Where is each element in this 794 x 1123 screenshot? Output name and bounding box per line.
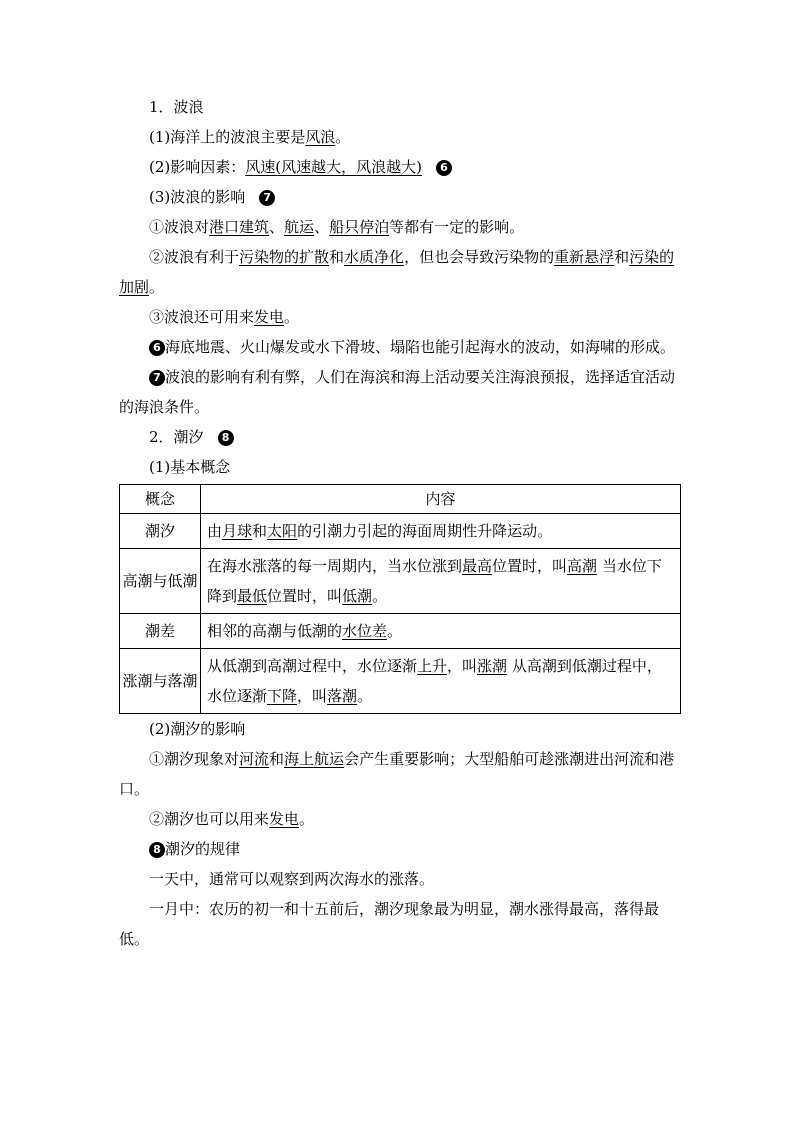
table-header-content: 内容	[201, 485, 681, 514]
para-effect-1: ①波浪对港口建筑、航运、船只停泊等都有一定的影响。	[149, 218, 525, 236]
para-tide-effect-1: ①潮汐现象对河流和海上航运会产生重要影响；大型船舶可趁涨潮进出河流和港口。	[119, 750, 675, 798]
table-cell-term: 高潮与低潮	[120, 549, 201, 614]
note-8-line-1: 一天中，通常可以观察到两次海水的涨落。	[149, 870, 435, 888]
section-heading-waves: 1．波浪	[149, 98, 204, 116]
note-marker-6: 6	[149, 340, 165, 356]
para-wave-effects-heading: (3)波浪的影响 7	[119, 182, 681, 212]
para-effect-2: ②波浪有利于污染物的扩散和水质净化，但也会导致污染物的重新悬浮和污染的加剧。	[119, 248, 675, 296]
para-effect-3: ③波浪还可用来发电。	[149, 308, 300, 326]
table-cell-term: 潮汐	[120, 514, 201, 549]
note-marker-8: 8	[149, 842, 165, 858]
subheading-tide-effects: (2)潮汐的影响	[149, 720, 246, 738]
table-cell-term: 涨潮与落潮	[120, 649, 201, 714]
note-7: 7 波浪的影响有利有弊，人们在海滨和海上活动要关注海浪预报，选择适宜活动的海浪条件。	[119, 368, 676, 416]
note-marker-7: 7	[149, 370, 165, 386]
section-heading-tides: 2．潮汐 8	[119, 422, 681, 452]
table-header-row	[120, 485, 681, 514]
document-page	[119, 92, 681, 954]
subheading-basic-concepts: (1)基本概念	[149, 458, 231, 476]
table-cell-term: 潮差	[120, 614, 201, 649]
table-cell-content: 由月球和太阳的引潮力引起的海面周期性升降运动。	[201, 514, 681, 549]
para-tide-effect-2: ②潮汐也可以用来发电。	[149, 810, 315, 828]
para-factors: (2)影响因素：风速(风速越大，风浪越大) 6	[119, 152, 681, 182]
note-6: 6 海底地震、火山爆发或水下滑坡、塌陷也能引起海水的波动，如海啸的形成。	[119, 332, 681, 362]
table-cell-content: 从低潮到高潮过程中，水位逐渐上升，叫涨潮 从高潮到低潮过程中，水位逐渐下降，叫落潮。	[201, 649, 681, 714]
note-marker-7: 7	[259, 190, 275, 206]
concepts-table	[119, 484, 681, 714]
table-row	[120, 649, 681, 714]
table-cell-content: 相邻的高潮与低潮的水位差。	[201, 614, 681, 649]
table-header-concept: 概念	[120, 485, 201, 514]
note-marker-8: 8	[218, 430, 234, 446]
table-row	[120, 614, 681, 649]
note-8-line-2: 一月中：农历的初一和十五前后，潮汐现象最为明显，潮水涨得最高，落得最低。	[119, 900, 660, 948]
table-row	[120, 514, 681, 549]
table-row	[120, 549, 681, 614]
note-8-title: 8 潮汐的规律	[119, 834, 681, 864]
para-wind-waves: (1)海洋上的波浪主要是风浪。	[149, 128, 351, 146]
table-cell-content: 在海水涨落的每一周期内，当水位涨到最高位置时，叫高潮 当水位下降到最低位置时，叫低潮。	[201, 549, 681, 614]
note-marker-6: 6	[436, 160, 452, 176]
